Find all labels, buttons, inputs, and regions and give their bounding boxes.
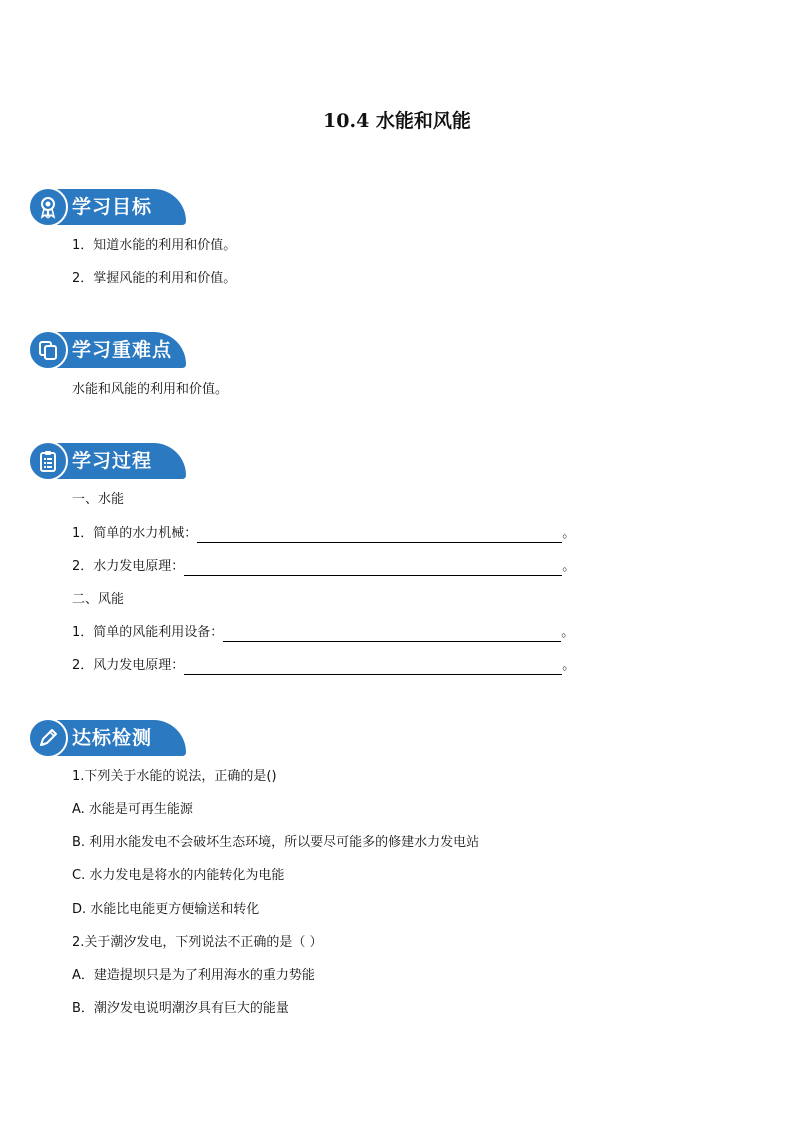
section-banner-goals	[28, 187, 186, 227]
section-banner-test	[28, 718, 186, 758]
fill-blank-item	[72, 657, 575, 675]
section-label: 学习重难点	[72, 339, 173, 361]
question-option: A. 水能是可再生能源	[72, 802, 193, 817]
answer-blank[interactable]	[184, 660, 562, 675]
goal-item: 1．知道水能的利用和价值。	[72, 238, 237, 253]
stacked-pages-icon	[28, 330, 68, 370]
question-option: B．潮汐发电说明潮汐具有巨大的能量	[72, 1001, 289, 1016]
goal-item: 2．掌握风能的利用和价值。	[72, 271, 237, 286]
section-banner-process	[28, 441, 186, 481]
item-prefix: 1．简单的风能利用设备：	[72, 625, 224, 640]
question-stem: 2.关于潮汐发电，下列说法不正确的是（ ）	[72, 935, 323, 950]
section-label: 达标检测	[72, 727, 153, 749]
answer-blank[interactable]	[223, 627, 561, 642]
question-stem: 1.下列关于水能的说法，正确的是()	[72, 769, 277, 784]
fill-blank-item	[72, 624, 574, 642]
clipboard-checklist-icon	[28, 441, 68, 481]
part-heading: 一、水能	[72, 492, 125, 507]
question-option: A．建造提坝只是为了利用海水的重力势能	[72, 968, 315, 983]
item-suffix: 。	[562, 526, 576, 541]
part-heading: 二、风能	[72, 592, 125, 607]
answer-blank[interactable]	[184, 561, 562, 576]
item-suffix: 。	[562, 658, 576, 673]
question-option: D. 水能比电能更方便输送和转化	[72, 902, 260, 917]
fill-blank-item	[72, 525, 575, 543]
question-option: B. 利用水能发电不会破坏生态环境，所以要尽可能多的修建水力发电站	[72, 835, 480, 850]
question-option: C. 水力发电是将水的内能转化为电能	[72, 868, 285, 883]
section-label: 学习目标	[72, 196, 153, 218]
section-label: 学习过程	[72, 450, 153, 472]
fill-blank-item	[72, 558, 575, 576]
item-prefix: 2．水力发电原理：	[72, 559, 185, 574]
section-banner-key-points	[28, 330, 186, 370]
item-prefix: 2．风力发电原理：	[72, 658, 185, 673]
award-ribbon-icon	[28, 187, 68, 227]
item-prefix: 1．简单的水力机械：	[72, 526, 198, 541]
key-points-text: 水能和风能的利用和价值。	[72, 382, 229, 397]
item-suffix: 。	[561, 625, 575, 640]
answer-blank[interactable]	[197, 528, 562, 543]
page-title: 10.4 水能和风能	[323, 110, 471, 132]
item-suffix: 。	[562, 559, 576, 574]
pencil-icon	[28, 718, 68, 758]
